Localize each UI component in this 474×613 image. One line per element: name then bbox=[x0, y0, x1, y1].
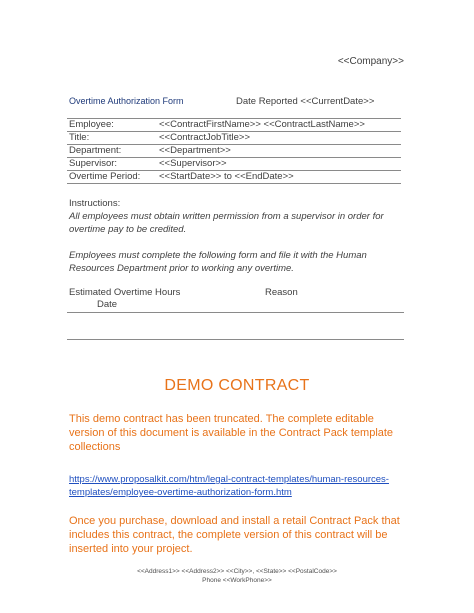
supervisor-label: Supervisor: bbox=[67, 158, 157, 171]
table-row bbox=[67, 145, 401, 158]
table-row bbox=[67, 119, 401, 132]
divider bbox=[67, 339, 404, 340]
instructions-label: Instructions: bbox=[69, 198, 121, 209]
form-title: Overtime Authorization Form bbox=[69, 96, 184, 106]
estimated-hours-header: Estimated Overtime Hours bbox=[69, 287, 181, 298]
contract-pack-link[interactable]: https://www.proposalkit.com/htm/legal-contract-templates/human-resources-templates/employee-overtime-authorization-form.htm bbox=[69, 474, 389, 498]
employee-label: Employee: bbox=[67, 119, 157, 132]
title-label: Title: bbox=[67, 132, 157, 145]
instructions-text-1: All employees must obtain written permission from a supervisor in order for overtime pay to be credited. bbox=[69, 211, 384, 235]
reason-header: Reason bbox=[265, 287, 298, 298]
footer-phone: Phone <<WorkPhone>> bbox=[202, 577, 272, 584]
employee-value: <<ContractFirstName>> <<ContractLastName>> bbox=[157, 119, 401, 132]
overtime-period-label: Overtime Period: bbox=[67, 171, 157, 184]
divider bbox=[67, 312, 404, 313]
title-value: <<ContractJobTitle>> bbox=[157, 132, 401, 145]
employee-info-table bbox=[67, 118, 401, 184]
date-header: Date bbox=[97, 299, 118, 310]
footer-address: <<Address1>> <<Address2>> <<City>>, <<State>> <<PostalCode>> bbox=[137, 568, 337, 575]
demo-notice-text: This demo contract has been truncated. The complete editable version of this document is available in the Contract Pack template collections bbox=[69, 413, 394, 453]
purchase-notice-text: Once you purchase, download and install a retail Contract Pack that includes this contract, the complete version of this contract will be inserted into your project. bbox=[69, 515, 400, 555]
table-row bbox=[67, 171, 401, 184]
company-placeholder: <<Company>> bbox=[337, 56, 404, 67]
department-label: Department: bbox=[67, 145, 157, 158]
table-row bbox=[67, 132, 401, 145]
department-value: <<Department>> bbox=[157, 145, 401, 158]
date-reported: Date Reported <<CurrentDate>> bbox=[236, 96, 375, 107]
table-row bbox=[67, 158, 401, 171]
demo-contract-title: DEMO CONTRACT bbox=[164, 377, 310, 394]
supervisor-value: <<Supervisor>> bbox=[157, 158, 401, 171]
overtime-period-value: <<StartDate>> to <<EndDate>> bbox=[157, 171, 401, 184]
instructions-text-2: Employees must complete the following form and file it with the Human Resources Department prior to working any overtime. bbox=[69, 250, 367, 274]
